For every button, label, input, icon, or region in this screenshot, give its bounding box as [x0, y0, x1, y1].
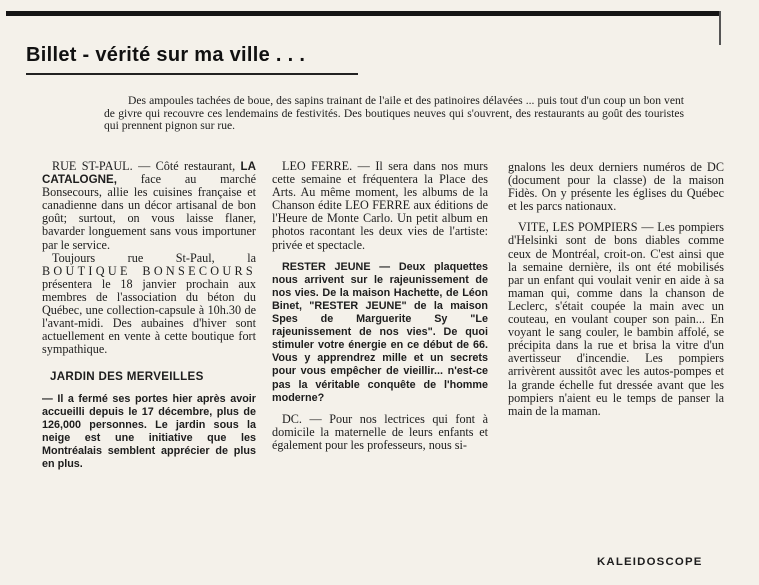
- boutique-rest: présentera le 18 janvier prochain aux membres de l'association du béton du Québec, une collection-capsule à 10h.30 de l'avant-midi. Des aubaines d'hiver sont actuellement en vente à cette boutique fort sympathique.: [42, 276, 256, 357]
- dc-paragraph: DC. — Pour nos lectrices qui font à domicile la maternelle de leurs enfants et également pour les professeurs, nous si-: [272, 411, 488, 452]
- rue-st-paul-rest: face au marché Bonsecours, allie les cuisines française et canadienne dans un décor artisanal de bon goût; surtout, on vous laisse flaner, bavarder longuement sans vous importuner par le service.: [42, 172, 256, 252]
- top-rule: [6, 11, 720, 16]
- la-catalogne-name: LA CATALOGNE,: [42, 160, 256, 187]
- jardin-subhead: JARDIN DES MERVEILLES: [50, 370, 204, 384]
- headline: Billet - vérité sur ma ville . . .: [26, 44, 306, 66]
- headline-underline: [26, 73, 358, 75]
- boutique-bonsecours-name: BOUTIQUE BONSECOURS: [42, 263, 256, 278]
- leo-ferre-paragraph: LEO FERRE. — Il sera dans nos murs cette semaine et fréquentera la Place des Arts. Au même moment, les albums de la Chanson édite LEO FERRE aux éditions de l'Heure de Monte Carlo. Un petit album en photos racontant les deux vies de l'artiste: privée et spectacle.: [272, 159, 488, 252]
- pompiers-paragraph: VITE, LES POMPIERS — Les pompiers d'Helsinki sont de bons diables comme ceux de Montréal, croit-on. C'est ainsi que la semaine dernière, ils ont été mobilisés par un enfant qui voulait venir en aide à sa maman qui, comme dans la chanson de Leclerc, s'était coupée la main avec un couteau, en voulant couper son pain... En voyant le sang couler, le bambin affolé, se précipita dans la rue et brisa la vitre d'un avertisseur d'incendie. Les pompiers arrivèrent aussitôt avec les autos-pompes et la grande échelle fut dressée avant que les pompiers n'aient eu le temps de panser la main de la maman.: [508, 220, 724, 418]
- rue-st-paul-lead: RUE ST-PAUL. — Côté restaurant,: [52, 159, 241, 173]
- signature: KALEIDOSCOPE: [597, 556, 703, 568]
- intro-paragraph: Des ampoules tachées de boue, des sapins trainant de l'aile et des patinoires délavées ... puis tout d'un coup un bon vent de givre qui recouvre ces lendemains de festivités. Des boutiques neuves qui s'ouvrent, des restaurants au goût des touristes qui prennent pignon sur rue.: [104, 94, 684, 133]
- dc-continued-paragraph: gnalons les deux derniers numéros de DC (document pour la classe) de la maison Fidès. On y présente les églises du Québec et les parcs nationaux.: [508, 160, 724, 214]
- side-rule: [719, 11, 721, 45]
- rue-st-paul-paragraph: [42, 160, 256, 252]
- column-3: [508, 161, 724, 418]
- boutique-lead: Toujours rue St-Paul, la: [52, 250, 256, 265]
- jardin-paragraph: — Il a fermé ses portes hier après avoir accueilli depuis le 17 décembre, plus de 126,000 personnes. Le jardin sous la neige est une initiative que les Montréalais semblent apprécier de plus en plus.: [42, 392, 256, 470]
- column-2: [272, 160, 488, 452]
- column-1: [42, 160, 256, 471]
- rester-jeune-paragraph: RESTER JEUNE — Deux plaquettes nous arrivent sur le rajeunissement de nos vies. De la maison Hachette, de Léon Binet, "RESTER JEUNE" de la maison Spes de Marguerite Sy "Le rajeunissement de nos vies". De quoi stimuler votre énergie en ce début de 66. Vous y apprendrez mille et un secrets pour vous empêcher de vieillir... n'est-ce pas la véritable conquête de l'homme moderne?: [272, 260, 488, 404]
- boutique-paragraph: [42, 252, 256, 357]
